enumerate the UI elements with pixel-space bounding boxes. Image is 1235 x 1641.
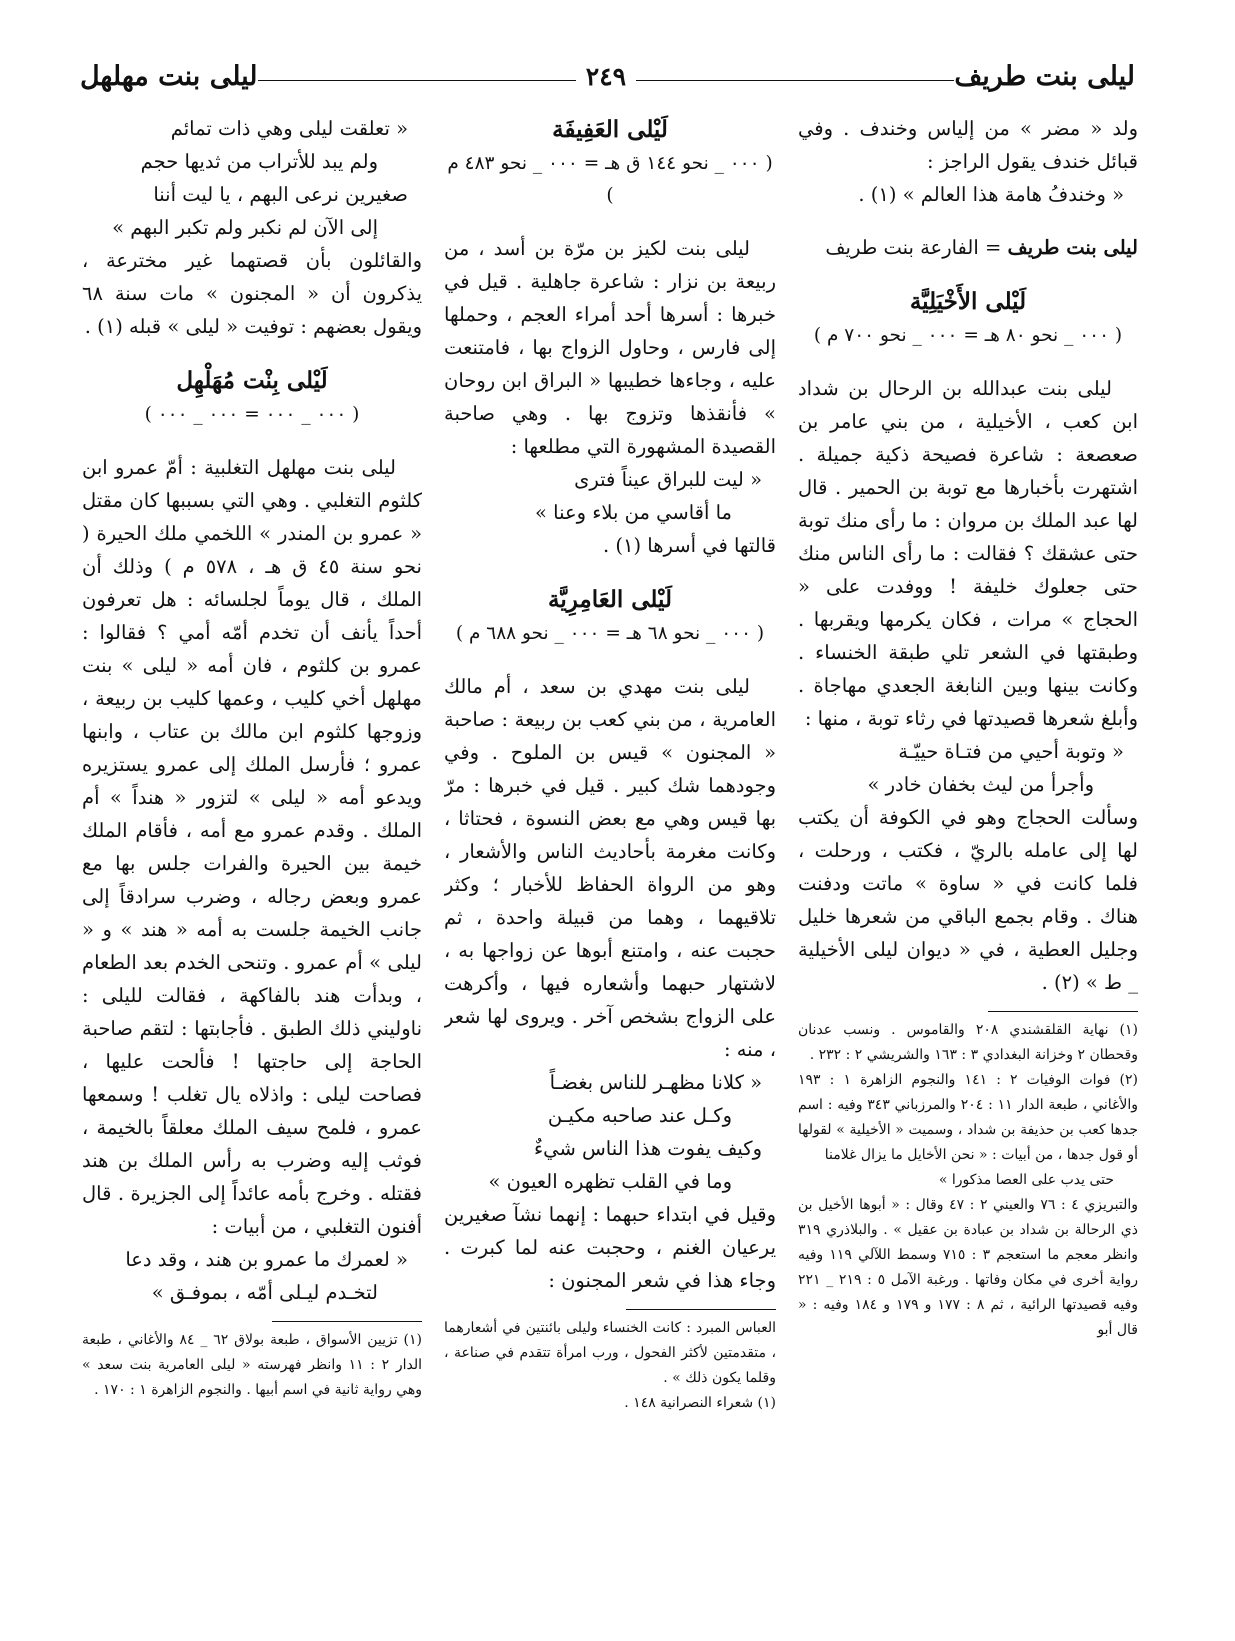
verse-line: ولم يبد للأتراب من ثديها حجم [140,150,378,173]
entry-dates-muhalhil: ( ٠٠٠ _ ٠٠٠ = ٠٠٠ _ ٠٠٠ ) [144,404,360,425]
verse-line: صغيرين نرعى البهم ، يا ليت أننا [153,183,408,206]
entry-title-muhalhil: لَيْلى بِنْت مُهَلْهِل [176,367,328,394]
entry-body-akhyaliyya-cont: وسألت الحجاج وهو في الكوفة أن يكتب لها إلى عامله بالريّ ، فكتب ، ورحلت ، فلما كانت في « ساوة » ماتت ودفنت هناك . وقام بجمع الباقي من شعرها خليل وجليل العطية ، في « ديوان ليلى الأخيلية _ ط » (٢) . [798,806,1138,994]
footnote-rule [272,1321,422,1322]
footnote-verse: حتى يدب على العصا مذكورا » [938,1172,1114,1188]
footnote: العباس المبرد : كانت الخنساء وليلى بائنتين في أشعارهما ، متقدمتين لأكثر الفحول ، ورب امرأة تتقدم في صناعة ، وقلما يكون ذلك » . [444,1320,776,1386]
header-rule-left [258,80,576,81]
entry-title-akhyaliyya: لَيْلى الأَخْيَلِيَّة [909,288,1027,315]
entry-title-amiriyya: لَيْلى العَامِرِيَّة [548,586,672,613]
verse-line: ما أقاسي من بلاء وعنا » [535,501,732,524]
entry-body-amiriyya-cont: وقيل في ابتداء حبهما : إنهما نشآ صغيرين يرعيان الغنم ، وحجبت عنه لما كبرت . وجاء هذا في شعر المجنون : [444,1203,776,1292]
footnote: (١) شعراء النصرانية ١٤٨ . [624,1395,776,1411]
verse-line: « تعلقت ليلى وهي ذات تمائم [170,117,408,140]
entry-dates-amiriyya: ( ٠٠٠ _ نحو ٦٨ هـ = ٠٠٠ _ نحو ٦٨٨ م ) [455,623,765,644]
intro-verse: « وخندفُ هامة هذا العالم » (١) . [858,183,1124,206]
header-right-title: ليلى بنت طريف [954,60,1135,92]
running-header [80,52,1135,100]
entry-body-akhyaliyya: ليلى بنت عبدالله بن الرحال بن شداد ابن كعب ، الأخيلية ، من بني عامر بن صعصعة : شاعرة فصيحة ذكية جميلة . اشتهرت بأخبارها مع توبة بن الحمير . قال لها عبد الملك بن مروان : ما رأى منك توبة حتى عشقك ؟ فقالت : ما رأى الناس منك حتى جعلوك خليفة ! ووفدت على « الحجاج » مرات ، فكان يكرمها ويقربها . وطبقتها في الشعر تلي طبقة الخنساء . وكانت بينها وبين النابغة الجعدي مهاجاة . وأبلغ شعرها قصيدتها في رثاء توبة ، منها : [798,377,1138,730]
verse-line: « كلانا مظهـر للناس بغضـاً [549,1071,762,1094]
column-right [798,112,1138,1612]
entry-title-afifa: لَيْلى العَفِيفَة [552,116,668,143]
verse-line: « وتوبة أحيي من فتـاة حييّـة [898,740,1124,763]
entry-dates-akhyaliyya: ( ٠٠٠ _ نحو ٨٠ هـ = ٠٠٠ _ نحو ٧٠٠ م ) [813,325,1123,346]
verse-line: « ليت للبراق عيناً فترى [574,468,762,491]
cross-ref-name: ليلى بنت طريف [1007,236,1138,259]
footnote: (١) تزيين الأسواق ، طبعة بولاق ٦٢ _ ٨٤ والأغاني ، طبعة الدار ٢ : ١١ وانظر فهرسته « ليلى العامرية بنت سعد » وهي رواية ثانية في اسم أبيها . والنجوم الزاهرة ١ : ١٧٠ . [82,1332,422,1398]
verse-line: لتخـدم ليـلى أمّه ، بموفـق » [151,1281,378,1304]
column-middle [444,112,776,1612]
verse-line: إلى الآن لم نكبر ولم تكبر البهم » [112,216,378,239]
footnote: (٢) فوات الوفيات ٢ : ١٤١ والنجوم الزاهرة ١ : ١٩٣ والأغاني ، طبعة الدار ١١ : ٢٠٤ والمرزباني ٣٤٣ وفيه : اسم جدها كعب بن حذيفة بن شداد ، وسميت « الأخيلية » لقولها أو قول جدها ، من أبيات : « نحن الأخايل ما يزال غلامنا [798,1072,1138,1163]
entry-body-amiriyya: ليلى بنت مهدي بن سعد ، أم مالك العامرية ، من بني كعب بن ربيعة : صاحبة « المجنون » قيس بن الملوح . وفي وجودهما شك كبير . قيل في خبرها : مرّ بها قيس وهي مع بعض النسوة ، فحتاثا ، وكانت مغرمة بأحاديث الناس والأشعار ، وهو من الرواة الحفاظ للأخبار ؛ وكثر تلاقيهما ، وهما من قبيلة واحدة ، ثم حجبت عنه ، وامتنع أبوها عن زواجها به ، لاشتهار حبهما وأشعاره فيها ، وأكرهت على الزواج بشخص آخر . ويروى لها شعر ، منه : [444,675,776,1061]
verse-line: وكـل عند صاحبه مكيـن [547,1104,732,1127]
column-left [82,112,422,1612]
cross-ref-target: = الفارعة بنت طريف [825,236,1002,259]
entry-closing-afifa: قالتها في أسرها (١) . [602,534,776,557]
verse-line: « لعمرك ما عمرو بن هند ، وقد دعا [125,1248,408,1271]
verse-line: وما في القلب تظهره العيون » [488,1170,732,1193]
verse-line: وأجرأ من ليث بخفان خادر » [867,773,1094,796]
page-number: ٢٤٩ [585,61,627,91]
footnote-rule [626,1309,776,1310]
paragraph-majnun: والقائلون بأن قصتهما غير مخترعة ، يذكرون أن « المجنون » مات سنة ٦٨ ويقول بعضهم : توفيت « ليلى » قبله (١) . [82,249,422,338]
footnote: (١) نهاية القلقشندي ٢٠٨ والقاموس . ونسب عدنان وقحطان ٢ وخزانة البغدادي ٣ : ١٦٣ والشريشي ٢ : ٢٣٢ . [798,1022,1138,1063]
cross-reference [798,231,1138,264]
footnote-rule [988,1011,1138,1012]
entry-body-afifa: ليلى بنت لكيز بن مرّة بن أسد ، من ربيعة بن نزار : شاعرة جاهلية . قيل في خبرها : أسرها أحد أمراء العجم ، وحملها إلى فارس ، وحاول الزواج بها ، فامتنعت عليه ، وجاءها خطيبها « البراق ابن روحان » فأنقذها وتزوج بها . وهي صاحبة القصيدة المشهورة التي مطلعها : [444,237,776,458]
verse-line: وكيف يفوت هذا الناس شيءٌ [534,1137,762,1160]
header-rule-right [636,80,954,81]
footnote: والتبريزي ٤ : ٧٦ والعيني ٢ : ٤٧ وقال : « أبوها الأخيل بن ذي الرحالة بن شداد بن عبادة بن عقيل » . والبلاذري ٣١٩ وانظر معجم ما استعجم ٣ : ٧١٥ وسمط اللآلي ١١٩ وفيه رواية أخرى في مكان وفاتها . ورغبة الآمل ٥ : ٢١٩ _ ٢٢١ وفيه قصيدتها الرائية ، ثم ٨ : ١٧٧ و ١٧٩ و ١٨٤ وفيه : « قال أبو [798,1197,1138,1338]
entry-dates-afifa: ( ٠٠٠ _ نحو ١٤٤ ق هـ = ٠٠٠ _ نحو ٤٨٣ م ) [447,153,773,206]
header-left-title: ليلى بنت مهلهل [79,60,258,92]
intro-text: ولد « مضر » من إلياس وخندف . وفي قبائل خندف يقول الراجز : [798,117,1138,173]
entry-body-muhalhil: ليلى بنت مهلهل التغلبية : أمّ عمرو ابن كلثوم التغلبي . وهي التي بسببها كان مقتل « عمرو بن المندر » اللخمي ملك الحيرة ( نحو سنة ٤٥ ق هـ ، ٥٧٨ م ) وذلك أن الملك ، قال يوماً لجلسائه : هل تعرفون أحداً يأنف أن تخدم أمّه أمي ؟ فقالوا : عمرو بن كلثوم ، فان أمه « ليلى » بنت مهلهل أخي كليب ، وعمها كليب بن ربيعة ، وزوجها كلثوم ابن مالك بن عتاب ، وابنها عمرو ؛ فأرسل الملك إلى عمرو يستزيره ويدعو أمه « ليلى » لتزور « هنداً » أم الملك . وقدم عمرو مع أمه ، فأقام الملك خيمة بين الحيرة والفرات جلس بها مع عمرو وبعض رجاله ، وضرب سرادقاً إلى جانب الخيمة جلست به أمه « هند » و « ليلى » أم عمرو . وتنحى الخدم بعد الطعام ، وبدأت هند بالفاكهة ، فقالت لليلى : ناوليني ذلك الطبق . فأجابتها : لتقم صاحبة الحاجة إلى حاجتها ! فألحت عليها ، فصاحت ليلى : واذلاه يال تغلب ! وسمعها عمرو ، فلمح سيف الملك معلقاً بالخيمة ، فوثب إليه وضرب به رأس الملك بن هند فقتله . وخرج بأمه عائداً إلى الجزيرة . قال أفنون التغلبي ، من أبيات : [82,456,422,1238]
